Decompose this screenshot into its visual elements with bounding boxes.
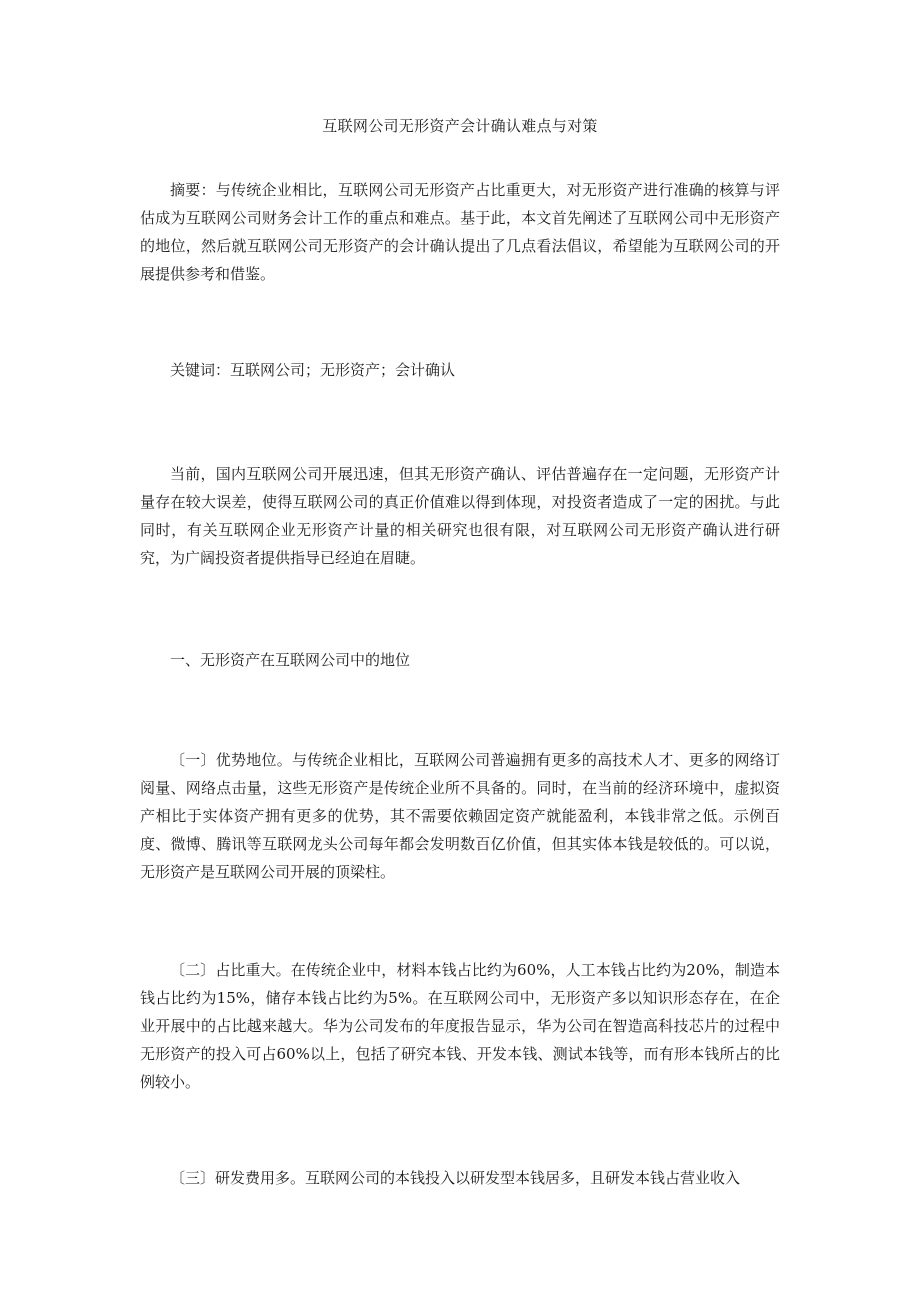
keywords-paragraph: 关键词：互联网公司；无形资产；会计确认 [170,361,456,379]
body-paragraph-1: 〔一〕优势地位。与传统企业相比，互联网公司普遍拥有更多的高技术人才、更多的网络订阅量、网络点击量，这些无形资产是传统企业所不具备的。同时，在当前的经济环境中，虚拟资产相比于实体资产拥有更多的优势，其不需要依赖固定资产就能盈利，本钱非常之低。示例百度、微博、腾讯等互联网龙头公司每年都会发明数百亿价值，但其实体本钱是较低的。可以说，无形资产是互联网公司开展的顶梁柱。 [140,751,780,881]
section-heading: 一、无形资产在互联网公司中的地位 [170,651,411,669]
intro-paragraph: 当前，国内互联网公司开展迅速，但其无形资产确认、评估普遍存在一定问题，无形资产计量存在较大误差，使得互联网公司的真正价值难以得到体现，对投资者造成了一定的困扰。与此同时，有关互联网企业无形资产计量的相关研究也很有限，对互联网公司无形资产确认进行研究，为广阔投资者提供指导已经迫在眉睫。 [140,465,780,567]
abstract-paragraph: 摘要：与传统企业相比，互联网公司无形资产占比重更大，对无形资产进行准确的核算与评估成为互联网公司财务会计工作的重点和难点。基于此，本文首先阐述了互联网公司中无形资产的地位，然后就互联网公司无形资产的会计确认提出了几点看法倡议，希望能为互联网公司的开展提供参考和借鉴。 [140,181,780,283]
body-paragraph-3: 〔三〕研发费用多。互联网公司的本钱投入以研发型本钱居多，且研发本钱占营业收入 [170,1169,741,1187]
document-title: 互联网公司无形资产会计确认难点与对策 [322,117,598,135]
body-paragraph-2: 〔二〕占比重大。在传统企业中，材料本钱占比约为60%，人工本钱占比约为20%，制造本钱占比约为15%，储存本钱占比约为5%。在互联网公司中，无形资产多以知识形态存在，在企业开展中的占比越来越大。华为公司发布的年度报告显示，华为公司在智造高科技芯片的过程中无形资产的投入可占60%以上，包括了研究本钱、开发本钱、测试本钱等，而有形本钱所占的比例较小。 [140,961,780,1091]
